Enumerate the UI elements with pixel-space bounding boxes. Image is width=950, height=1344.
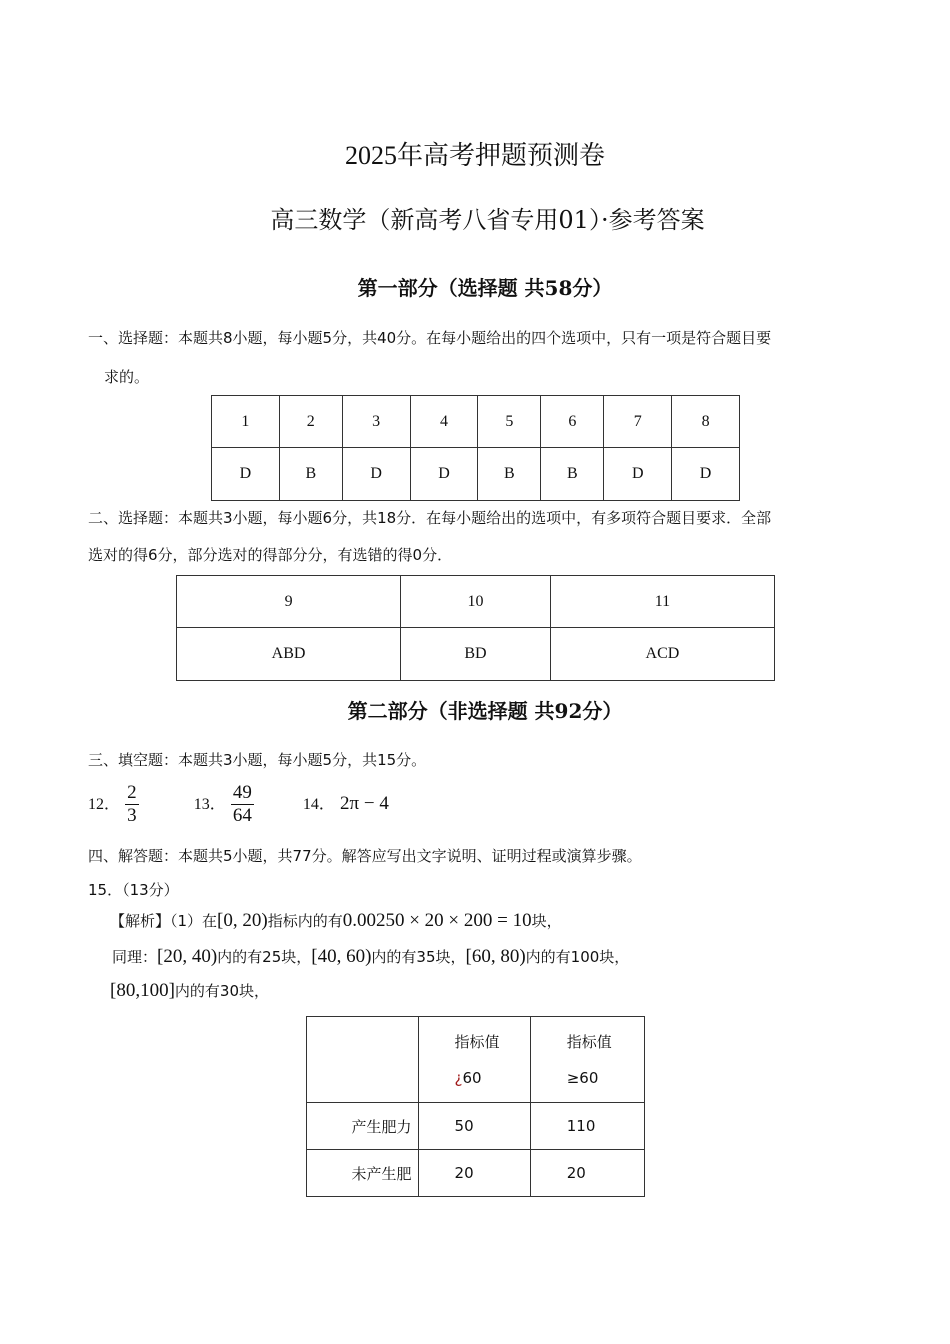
q13-answer: $\frac{49}{64}$: [232, 782, 252, 826]
q14-label: 14．: [302, 796, 335, 813]
question-number-cell: 1: [212, 396, 280, 448]
answer-cell: ACD: [550, 628, 774, 681]
interval: [60, 80): [465, 946, 526, 967]
part1-heading: 第一部分（选择题 共58分）: [357, 276, 613, 300]
question-number-cell: 4: [410, 396, 478, 448]
question-number-cell: 2: [279, 396, 342, 448]
answer-cell: D: [410, 448, 478, 501]
section4-instructions: 四、解答题：本题共5小题，共77分。解答应写出文字说明、证明过程或演算步骤。: [88, 847, 642, 865]
q12-label: 12．: [88, 796, 121, 813]
question-number-cell: 3: [342, 396, 410, 448]
choice-answer-table-2: [176, 575, 775, 681]
fertility-contingency-table: [306, 1016, 645, 1197]
section1-instructions-cont: 求的。: [104, 368, 150, 386]
question-number-cell: 11: [550, 576, 774, 628]
q13-label: 13．: [193, 796, 226, 813]
q14-answer: 2π − 4: [340, 793, 389, 814]
table-row: [307, 1103, 645, 1150]
section1-instructions: 一、选择题：本题共8小题，每小题5分，共40分。在每小题给出的四个选项中，只有一项是符合题目要: [88, 329, 772, 347]
cell: 20: [418, 1150, 530, 1197]
answer-cell: D: [604, 448, 672, 501]
part2-heading: 第二部分（非选择题 共92分）: [347, 699, 623, 723]
fill-in-answers: [88, 782, 389, 827]
document-title: 2025年高考押题预测卷: [344, 141, 605, 170]
cell: 20: [530, 1150, 644, 1197]
question-number-cell: 9: [177, 576, 401, 628]
question-number-cell: 7: [604, 396, 672, 448]
q15-solution-line2: [112, 946, 629, 968]
question-number-cell: 8: [672, 396, 740, 448]
cell: 110: [530, 1103, 644, 1150]
text-segment: 内的有100块，: [525, 948, 630, 966]
interval: [40, 60): [311, 946, 372, 967]
answer-cell: B: [541, 448, 604, 501]
section2-instructions: 二、选择题：本题共3小题，每小题6分，共18分．在每小题给出的选项中，有多项符合题目要求．全部: [88, 509, 772, 527]
q12-answer: $\frac{2}{3}$: [127, 782, 137, 826]
row-label: 产生肥力: [307, 1103, 419, 1150]
question-number-cell: 10: [401, 576, 551, 628]
question-number-cell: 5: [478, 396, 541, 448]
cell: 50: [418, 1103, 530, 1150]
q15-solution-line3: [80,100]内的有30块，: [110, 980, 269, 1001]
header-below-60: 指标值 ¿60: [418, 1017, 530, 1103]
section2-instructions-cont: 选对的得6分，部分选对的得部分分，有选错的得0分．: [88, 546, 453, 564]
answer-cell: D: [672, 448, 740, 501]
row-label: 未产生肥: [307, 1150, 419, 1197]
q15-solution-line1: 【解析】（1）在[0, 20)指标内的有0.00250 × 20 × 200 = 10块，: [110, 910, 562, 931]
table-row: [307, 1150, 645, 1197]
text-segment: 内的有35块，: [371, 948, 466, 966]
text-segment: 内的有25块，: [217, 948, 312, 966]
answer-cell: D: [212, 448, 280, 501]
header-at-least-60: 指标值 ≥60: [530, 1017, 644, 1103]
document-subtitle: 高三数学（新高考八省专用01）·参考答案: [270, 206, 705, 234]
answer-cell: BD: [401, 628, 551, 681]
section3-instructions: 三、填空题：本题共3小题，每小题5分，共15分。: [88, 751, 427, 769]
answer-cell: ABD: [177, 628, 401, 681]
interval: [20, 40): [157, 946, 218, 967]
answer-cell: D: [342, 448, 410, 501]
answer-cell: B: [478, 448, 541, 501]
choice-answer-table-1: [211, 395, 740, 501]
question-number-cell: 6: [541, 396, 604, 448]
answer-cell: B: [279, 448, 342, 501]
text-segment: 同理：: [112, 948, 158, 966]
q15-header: 15．（13分）: [88, 881, 179, 899]
table-corner-cell: [307, 1017, 419, 1103]
